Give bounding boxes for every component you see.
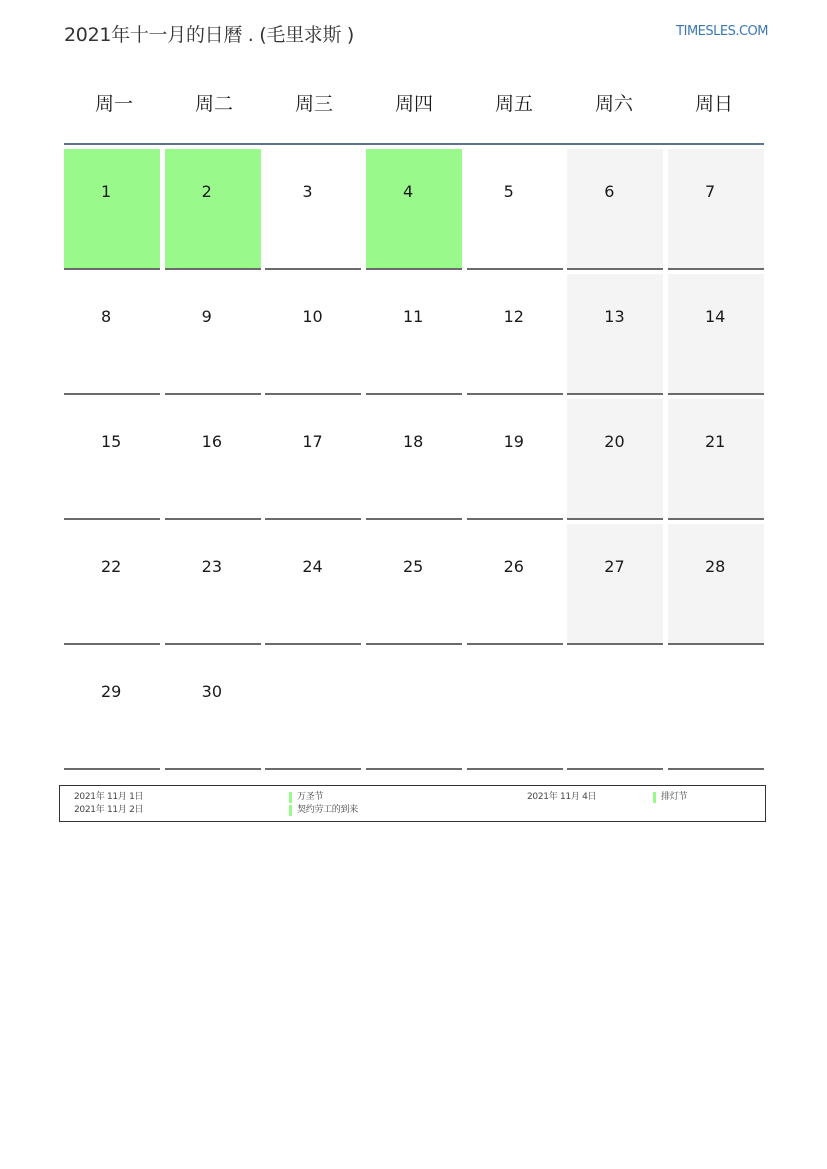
- day-cell[interactable]: [366, 399, 462, 520]
- day-cell[interactable]: [165, 149, 261, 270]
- day-cell[interactable]: [366, 274, 462, 395]
- day-number: 10: [302, 307, 323, 326]
- day-number: 30: [201, 682, 223, 701]
- day-cell[interactable]: [567, 149, 663, 270]
- day-cell[interactable]: [165, 649, 261, 770]
- day-number: 21: [704, 432, 726, 451]
- legend-holiday-name: 万圣节: [297, 792, 324, 802]
- legend-holiday-name: 排灯节: [661, 792, 688, 802]
- holiday-legend: [59, 785, 766, 822]
- site-link[interactable]: TIMESLES.COM: [676, 24, 768, 39]
- day-cell[interactable]: [265, 274, 361, 395]
- empty-day-cell: [467, 649, 563, 770]
- day-number: 1: [101, 182, 112, 201]
- day-cell[interactable]: [567, 524, 663, 645]
- legend-date: 2021年 11月 1日: [74, 792, 144, 802]
- day-number: 16: [201, 432, 223, 451]
- day-number: 11: [402, 307, 424, 326]
- legend-color-swatch: [653, 792, 656, 803]
- day-cell[interactable]: [64, 149, 160, 270]
- day-number: 20: [604, 432, 625, 451]
- day-cell[interactable]: [366, 524, 462, 645]
- day-cell[interactable]: [64, 649, 160, 770]
- day-cell[interactable]: [467, 149, 563, 270]
- weekday-fri: 周五: [494, 93, 533, 115]
- weekday-wed: 周三: [294, 93, 333, 115]
- day-cell[interactable]: [165, 274, 261, 395]
- weekday-tue: 周二: [194, 93, 233, 115]
- weekday-thu: 周四: [394, 93, 433, 115]
- day-number: 28: [704, 557, 726, 576]
- day-number: 18: [402, 432, 424, 451]
- day-cell[interactable]: [64, 399, 160, 520]
- empty-day-cell: [567, 649, 663, 770]
- day-number: 17: [302, 432, 323, 451]
- day-cell[interactable]: [567, 399, 663, 520]
- legend-date: 2021年 11月 4日: [527, 792, 597, 802]
- day-cell[interactable]: [668, 274, 764, 395]
- calendar-grid: [64, 149, 764, 770]
- day-cell[interactable]: [668, 149, 764, 270]
- day-cell[interactable]: [165, 399, 261, 520]
- weekday-sun: 周日: [694, 93, 733, 115]
- day-number: 2: [201, 182, 212, 201]
- day-number: 19: [503, 432, 524, 451]
- day-number: 26: [503, 557, 524, 576]
- legend-date: 2021年 11月 2日: [74, 805, 144, 815]
- day-cell[interactable]: [467, 399, 563, 520]
- day-number: 13: [604, 307, 625, 326]
- day-number: 22: [101, 557, 122, 576]
- day-number: 14: [704, 307, 726, 326]
- day-number: 5: [503, 182, 514, 201]
- day-cell[interactable]: [64, 524, 160, 645]
- page-title: 2021年十一月的日曆 . (毛里求斯 ): [64, 24, 355, 46]
- weekday-header-row: [64, 88, 764, 145]
- day-number: 7: [704, 182, 716, 201]
- day-number: 27: [604, 557, 625, 576]
- day-number: 9: [201, 307, 212, 326]
- day-cell[interactable]: [668, 524, 764, 645]
- day-cell[interactable]: [165, 524, 261, 645]
- day-cell[interactable]: [64, 274, 160, 395]
- legend-color-swatch: [289, 805, 292, 816]
- day-cell[interactable]: [567, 274, 663, 395]
- day-number: 15: [101, 432, 122, 451]
- weekday-sat: 周六: [594, 93, 633, 115]
- legend-color-swatch: [289, 792, 292, 803]
- weekday-mon: 周一: [94, 93, 133, 115]
- day-number: 8: [101, 307, 112, 326]
- empty-day-cell: [265, 649, 361, 770]
- day-number: 23: [201, 557, 223, 576]
- day-cell[interactable]: [265, 524, 361, 645]
- empty-day-cell: [668, 649, 764, 770]
- day-number: 25: [402, 557, 424, 576]
- day-number: 24: [302, 557, 323, 576]
- day-cell[interactable]: [366, 149, 462, 270]
- day-cell[interactable]: [265, 149, 361, 270]
- day-cell[interactable]: [668, 399, 764, 520]
- day-number: 3: [302, 182, 313, 201]
- day-number: 4: [402, 182, 414, 201]
- empty-day-cell: [366, 649, 462, 770]
- legend-holiday-name: 契约劳工的到来: [297, 805, 358, 815]
- day-cell[interactable]: [467, 524, 563, 645]
- day-cell[interactable]: [467, 274, 563, 395]
- day-number: 29: [101, 682, 122, 701]
- day-cell[interactable]: [265, 399, 361, 520]
- day-number: 12: [503, 307, 524, 326]
- day-number: 6: [604, 182, 615, 201]
